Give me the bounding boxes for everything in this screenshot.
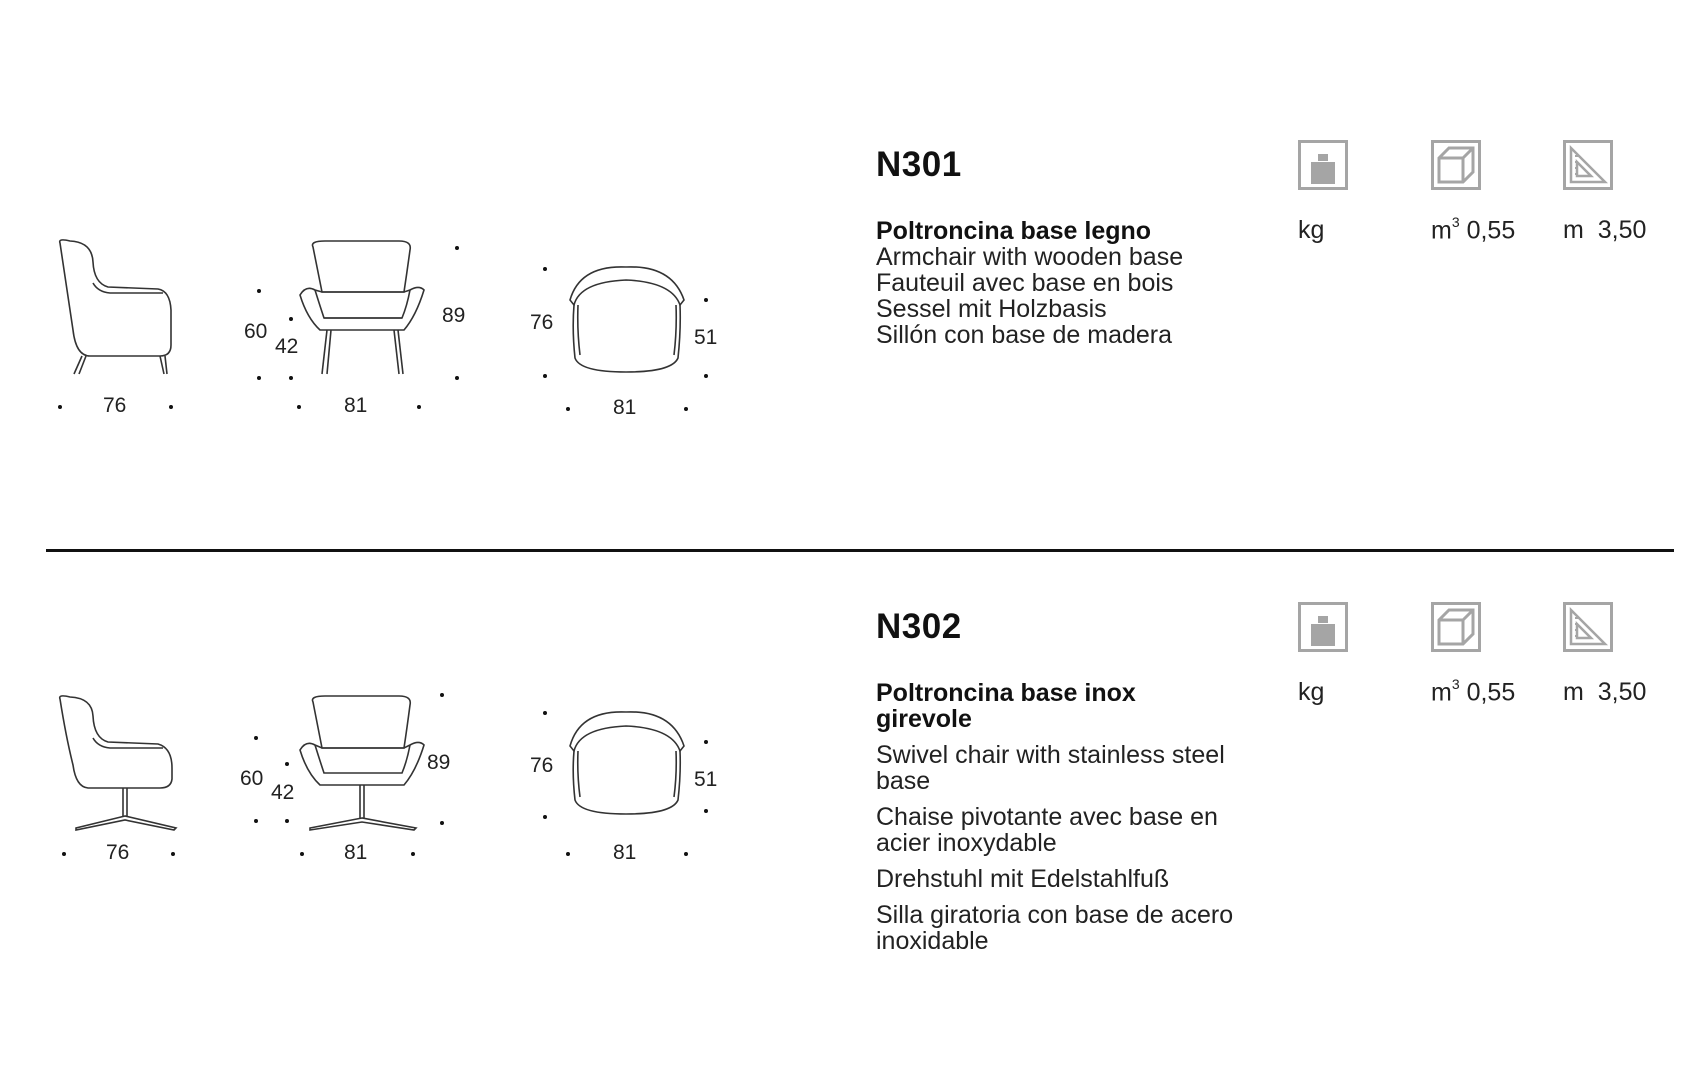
translation-es: Silla giratoria con base de acero inoxidable	[876, 901, 1234, 955]
product-code: N301	[876, 145, 962, 184]
translation-fr: Chaise pivotante avec base en acier inoxydable	[876, 803, 1218, 857]
dim-top-width: 81	[613, 396, 637, 419]
product-title: Poltroncina base legno	[876, 217, 1152, 245]
chair-line-drawings	[0, 552, 820, 1072]
weight-icon	[1298, 140, 1348, 190]
dim-front-width: 81	[344, 394, 368, 417]
dim-front-seat-height: 60	[240, 767, 264, 790]
fabric-value: 3,50	[1597, 678, 1647, 706]
volume-unit: m	[1431, 216, 1452, 245]
volume-exp: 3	[1451, 214, 1460, 230]
translation-fr: Fauteuil avec base en bois	[876, 269, 1174, 297]
product-description	[876, 680, 1236, 964]
front-view-chair	[313, 241, 411, 292]
dim-top-depth: 76	[530, 311, 554, 334]
translation-de: Sessel mit Holzbasis	[876, 295, 1107, 323]
translation-en: Swivel chair with stainless steel base	[876, 741, 1225, 795]
volume-box-icon	[1431, 602, 1481, 652]
fabric-ruler-icon	[1563, 602, 1613, 652]
fabric-value: 3,50	[1597, 216, 1647, 244]
dim-top-width: 81	[613, 841, 637, 864]
product-n302	[0, 552, 1700, 1072]
product-description	[876, 218, 1236, 348]
technical-drawings	[0, 552, 820, 1072]
weight-icon	[1298, 602, 1348, 652]
fabric-unit: m	[1563, 678, 1584, 706]
volume-exp: 3	[1451, 676, 1460, 692]
product-code: N302	[876, 607, 962, 646]
volume-value: 0,55	[1466, 216, 1516, 245]
dim-front-seat-height: 60	[244, 320, 268, 343]
top-view-chair	[570, 712, 684, 751]
dim-front-seat-depth: 42	[271, 781, 295, 804]
translation-es: Sillón con base de madera	[876, 321, 1173, 349]
dim-top-depth: 76	[530, 754, 554, 777]
dim-side-depth: 76	[103, 394, 127, 417]
side-view-chair	[60, 240, 171, 356]
dim-top-arm: 51	[694, 768, 718, 791]
front-view-chair	[313, 696, 411, 748]
translation-en: Armchair with wooden base	[876, 243, 1184, 271]
dim-front-width: 81	[344, 841, 368, 864]
fabric-ruler-icon	[1563, 140, 1613, 190]
dim-front-seat-depth: 42	[275, 335, 299, 358]
product-title: Poltroncina base inox girevole	[876, 679, 1136, 733]
fabric-unit: m	[1563, 216, 1584, 244]
volume-unit: m	[1431, 678, 1452, 707]
technical-drawings	[0, 0, 820, 545]
dim-top-arm: 51	[694, 326, 718, 349]
dim-side-depth: 76	[106, 841, 130, 864]
weight-unit: kg	[1298, 678, 1325, 706]
weight-unit: kg	[1298, 216, 1325, 244]
dim-front-height: 89	[442, 304, 466, 327]
dim-front-height: 89	[427, 751, 451, 774]
volume-value: 0,55	[1466, 678, 1516, 707]
side-view-chair	[60, 696, 172, 788]
translation-de: Drehstuhl mit Edelstahlfuß	[876, 865, 1170, 893]
volume-box-icon	[1431, 140, 1481, 190]
chair-line-drawings	[0, 0, 820, 545]
top-view-chair	[570, 267, 684, 305]
